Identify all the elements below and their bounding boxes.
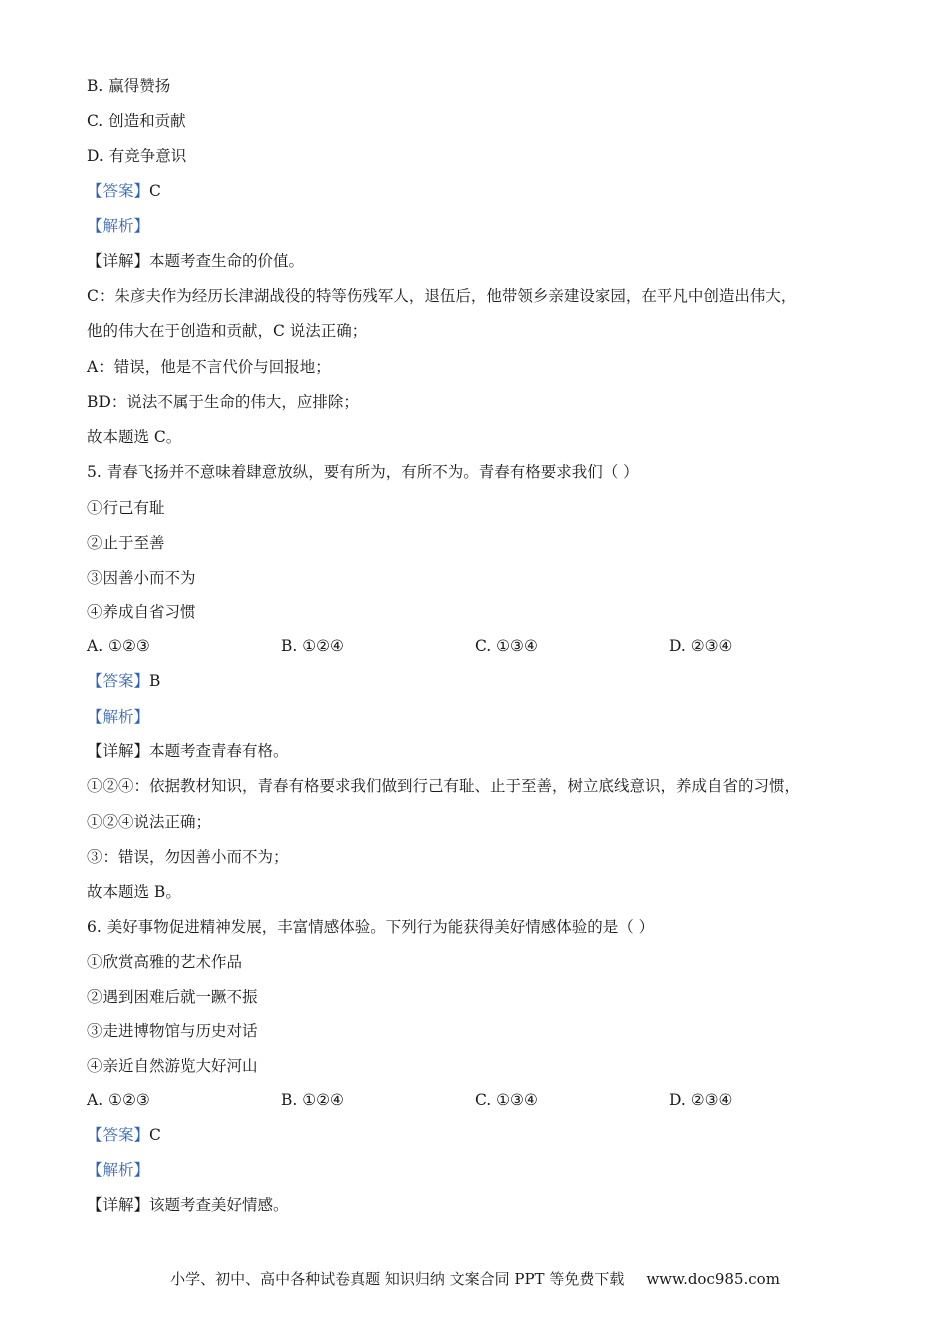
q5-detail [87,741,289,761]
q5-item-2: ②止于至善 [87,534,165,552]
q5-choice-a: A. ①②③ [87,637,150,655]
answer-value: C [149,1126,161,1144]
answer-value: B [149,672,161,690]
page-footer [0,1269,950,1289]
q4-explain-c-1: C：朱彦夫作为经历长津湖战役的特等伤残军人，退伍后，他带领乡亲建设家园，在平凡中创造出伟大， [87,287,797,305]
answer-tag: 【答案】 [87,182,150,200]
detail-text: 本题考查青春有格。 [149,742,289,760]
q6-answer [87,1125,161,1145]
q4-option-b: B. 赢得赞扬 [87,77,171,95]
footer-site-link[interactable]: www.doc985.com [646,1270,780,1288]
q6-stem: 6. 美好事物促进精神发展，丰富情感体验。下列行为能获得美好情感体验的是（ ） [87,918,655,936]
footer-text: 小学、初中、高中各种试卷真题 知识归纳 文案合同 PPT 等免费下载 [170,1270,625,1288]
detail-text: 本题考查生命的价值。 [149,252,305,270]
q6-analysis-tag: 【解析】 [87,1161,150,1179]
answer-tag: 【答案】 [87,1126,150,1144]
q5-choice-b: B. ①②④ [281,637,344,655]
q6-item-4: ④亲近自然游览大好河山 [87,1057,258,1075]
q6-choice-a: A. ①②③ [87,1091,150,1109]
q5-item-3: ③因善小而不为 [87,569,196,587]
q5-stem: 5. 青春飞扬并不意味着肆意放纵，要有所为，有所不为。青春有格要求我们（ ） [87,463,639,481]
q5-conclusion: 故本题选 B。 [87,883,181,901]
q4-answer [87,181,161,201]
q4-conclusion: 故本题选 C。 [87,428,182,446]
q5-analysis-tag: 【解析】 [87,708,150,726]
detail-text: 该题考查美好情感。 [149,1196,289,1214]
q5-answer [87,671,160,691]
q5-explain-3: ③：错误，勿因善小而不为； [87,848,289,866]
q6-item-1: ①欣赏高雅的艺术作品 [87,953,243,971]
q6-choices [87,1090,887,1110]
q4-option-c: C. 创造和贡献 [87,112,186,130]
detail-tag: 【详解】 [87,1196,150,1214]
q4-detail [87,251,304,271]
q5-choices [87,636,887,656]
q6-choice-b: B. ①②④ [281,1091,344,1109]
q4-explain-a: A：错误，他是不言代价与回报地； [87,358,331,376]
detail-tag: 【详解】 [87,252,150,270]
q4-option-d: D. 有竞争意识 [87,147,187,165]
q5-item-1: ①行己有耻 [87,499,165,517]
q5-choice-c: C. ①③④ [475,637,538,655]
q6-detail [87,1195,289,1215]
answer-value: C [149,182,161,200]
q6-choice-d: D. ②③④ [669,1091,733,1109]
q5-explain-2: ①②④说法正确； [87,813,212,831]
q4-explain-c-2: 他的伟大在于创造和贡献，C 说法正确； [87,322,368,340]
q6-item-2: ②遇到困难后就一蹶不振 [87,988,258,1006]
q6-choice-c: C. ①③④ [475,1091,538,1109]
q5-choice-d: D. ②③④ [669,637,733,655]
answer-tag: 【答案】 [87,672,150,690]
q5-explain-1: ①②④：依据教材知识，青春有格要求我们做到行己有耻、止于至善，树立底线意识，养成自省的习惯， [87,777,801,795]
q6-item-3: ③走进博物馆与历史对话 [87,1022,258,1040]
q4-explain-bd: BD：说法不属于生命的伟大，应排除； [87,393,359,411]
detail-tag: 【详解】 [87,742,150,760]
q4-analysis-tag: 【解析】 [87,217,150,235]
q5-item-4: ④养成自省习惯 [87,603,196,621]
